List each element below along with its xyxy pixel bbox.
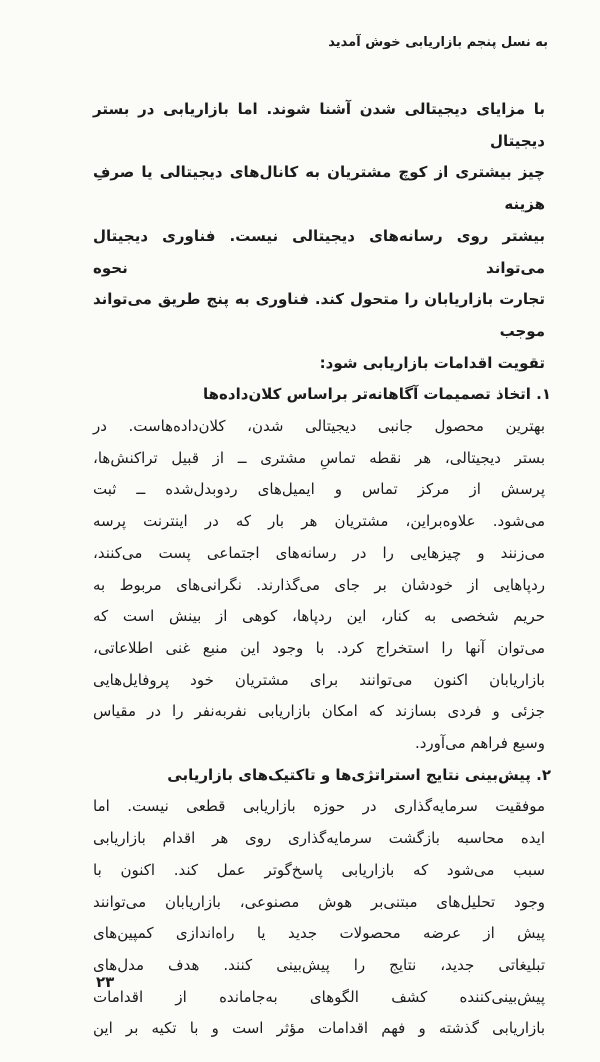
intro-paragraph [93, 94, 545, 379]
text-line: بازاریابان اکنون می‌توانند برای مشتریان خود پروفایل‌هایی [93, 670, 545, 689]
text-line: وجود تحلیل‌های مبتنی‌بر هوش مصنوعی، بازاریابان می‌توانند [93, 892, 545, 911]
text-line: بستر دیجیتالی، هر نقطه تماسِ مشتری ــ از قبیل تراکنش‌ها، [93, 448, 545, 467]
text-line: ردپاهایی از خودشان بر جای می‌گذارند. نگرانی‌های مربوط به [93, 575, 545, 594]
text-line: حریم شخصی به کنار، این ردپاها، کوهی از بینش است که [93, 607, 545, 626]
text-line: چیز بیشتری از کوچ مشتریان به کانال‌های دیجیتالی یا صرفِ هزینه [93, 163, 545, 214]
text-line: وسیع فراهم می‌آورد. [414, 734, 545, 753]
text-line: تقویت اقدامات بازاریابی شود: [319, 353, 545, 372]
text-line: با مزایای دیجیتالی شدن آشنا شوند. اما بازاریابی در بستر دیجیتال [93, 100, 545, 150]
text-line: بیشتر روی رسانه‌های دیجیتالی نیست. فناوری دیجیتال می‌تواند نحوه [93, 226, 545, 277]
text-line: ایده محاسبه بازگشت سرمایه‌گذاری روی هر اقدام بازاریابی [93, 829, 545, 848]
section1-paragraph [93, 411, 545, 760]
text-line: پرسش از مرکز تماس و ایمیل‌های ردوبدل‌شده ــ ثبت [93, 480, 545, 499]
text-line: پیش‌بینی‌کننده کشف الگوهای به‌جامانده از اقدامات [93, 987, 545, 1006]
text-line: جزئی و فردی بسازند که امکان بازاریابی نفربه‌نفر را در مقیاس [93, 702, 545, 721]
running-header: به نسل پنجم بازاریابی خوش آمدید [328, 35, 548, 50]
text-line: تبلیغاتی جدید، نتایج را پیش‌بینی کنند. هدف مدل‌های [93, 955, 545, 974]
text-column [93, 94, 551, 1045]
text-line: تجارت بازاریابان را متحول کند. فناوری به پنج طریق می‌تواند موجب [93, 290, 545, 340]
text-line: می‌شود. علاوه‌براین، مشتریان هر بار که در اینترنت پرسه [93, 512, 545, 531]
section-heading-1: ۱. اتخاذ تصمیمات آگاهانه‌تر براساس کلان‌داده‌ها [203, 385, 551, 404]
text-line: می‌زنند و چیزهایی را در رسانه‌های اجتماعی پست می‌کنند، [93, 543, 545, 562]
section-heading-2: ۲. پیش‌بینی نتایج استراتژی‌ها و تاکتیک‌های بازاریابی [167, 765, 551, 784]
text-line: می‌توان آنها را استخراج کرد. با وجود این منبع غنی اطلاعاتی، [93, 638, 545, 657]
section2-paragraph [93, 791, 545, 1045]
text-line: موفقیت سرمایه‌گذاری در حوزه بازاریابی قطعی نیست. اما [93, 797, 545, 816]
text-line: بهترین محصول جانبی دیجیتالی شدن، کلان‌داده‌هاست. در [93, 417, 545, 436]
text-line: پیش از عرضه محصولات جدید یا راه‌اندازی کمپین‌های [93, 924, 545, 943]
page-number: ۲۳ [96, 973, 115, 991]
text-line: بازاریابی گذشته و فهم اقدامات مؤثر است و با تکیه بر این [93, 1019, 545, 1038]
text-line: سبب می‌شود که بازاریابی پاسخ‌گوتر عمل کند. اکنون با [93, 860, 545, 879]
